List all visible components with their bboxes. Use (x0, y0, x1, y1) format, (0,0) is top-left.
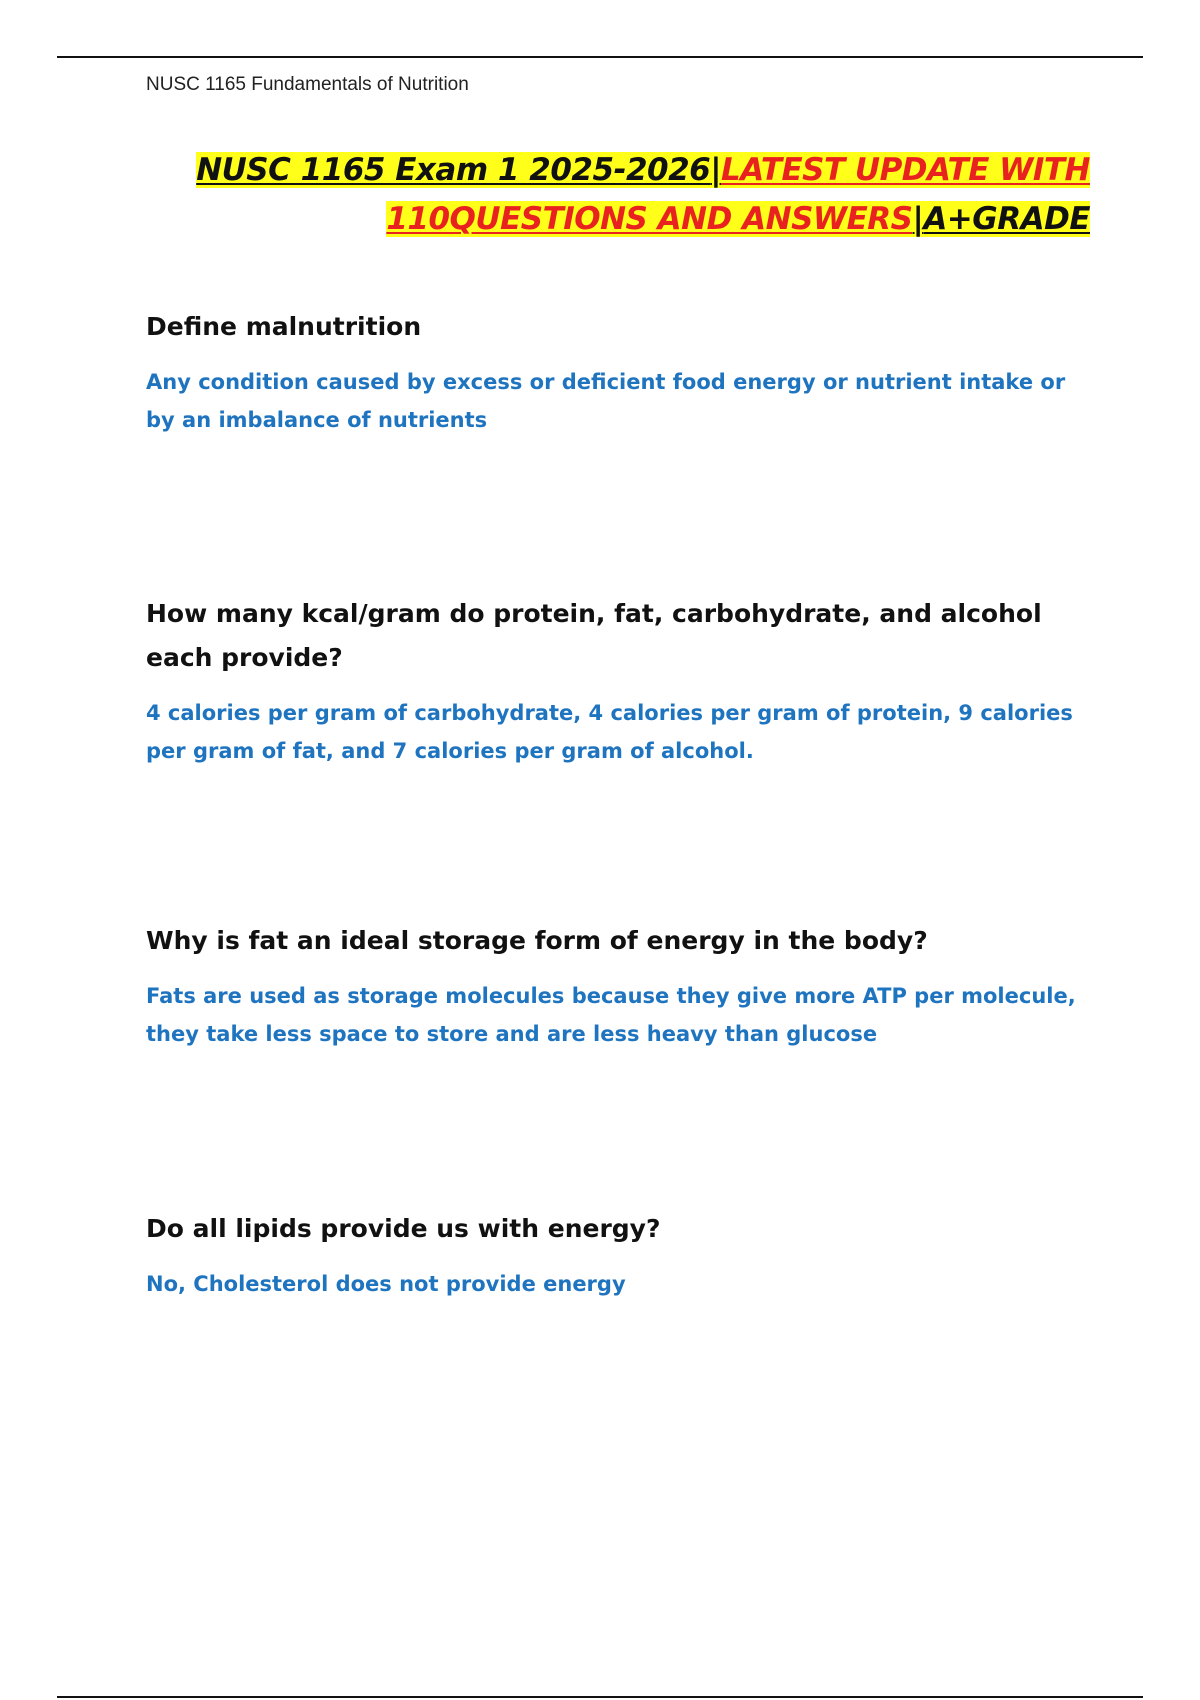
title-line-2 (140, 195, 1090, 244)
question-text: Why is fat an ideal storage form of energy in the body? (146, 926, 928, 955)
title-update: LATEST UPDATE WITH (721, 152, 1090, 188)
qa-item (146, 1207, 1086, 1303)
title-separator: | (912, 201, 924, 237)
title-course-exam: NUSC 1165 Exam 1 2025-2026 (196, 152, 711, 188)
qa-item (146, 592, 1086, 770)
qa-item (146, 305, 1086, 439)
title-line-1 (140, 146, 1090, 195)
top-rule (57, 56, 1143, 58)
question-text: Do all lipids provide us with energy? (146, 1214, 661, 1243)
qa-item (146, 919, 1086, 1053)
answer-text: No, Cholesterol does not provide energy (146, 1272, 626, 1296)
title-grade: A+GRADE (923, 201, 1090, 237)
title-separator: | (710, 152, 722, 188)
question-text: How many kcal/gram do protein, fat, carbohydrate, and alcohol each provide? (146, 599, 1042, 672)
running-header: NUSC 1165 Fundamentals of Nutrition (146, 74, 469, 95)
answer-text: Any condition caused by excess or deficient food energy or nutrient intake or by an imbalance of nutrients (146, 370, 1066, 432)
bottom-rule (57, 1696, 1143, 1698)
document-title (140, 146, 1090, 244)
title-questions: 110QUESTIONS AND ANSWERS (386, 201, 913, 237)
answer-text: Fats are used as storage molecules because they give more ATP per molecule, they take less space to store and are less heavy than glucose (146, 984, 1076, 1046)
question-text: Define malnutrition (146, 312, 422, 341)
answer-text: 4 calories per gram of carbohydrate, 4 calories per gram of protein, 9 calories per gram of fat, and 7 calories per gram of alcohol. (146, 701, 1073, 763)
